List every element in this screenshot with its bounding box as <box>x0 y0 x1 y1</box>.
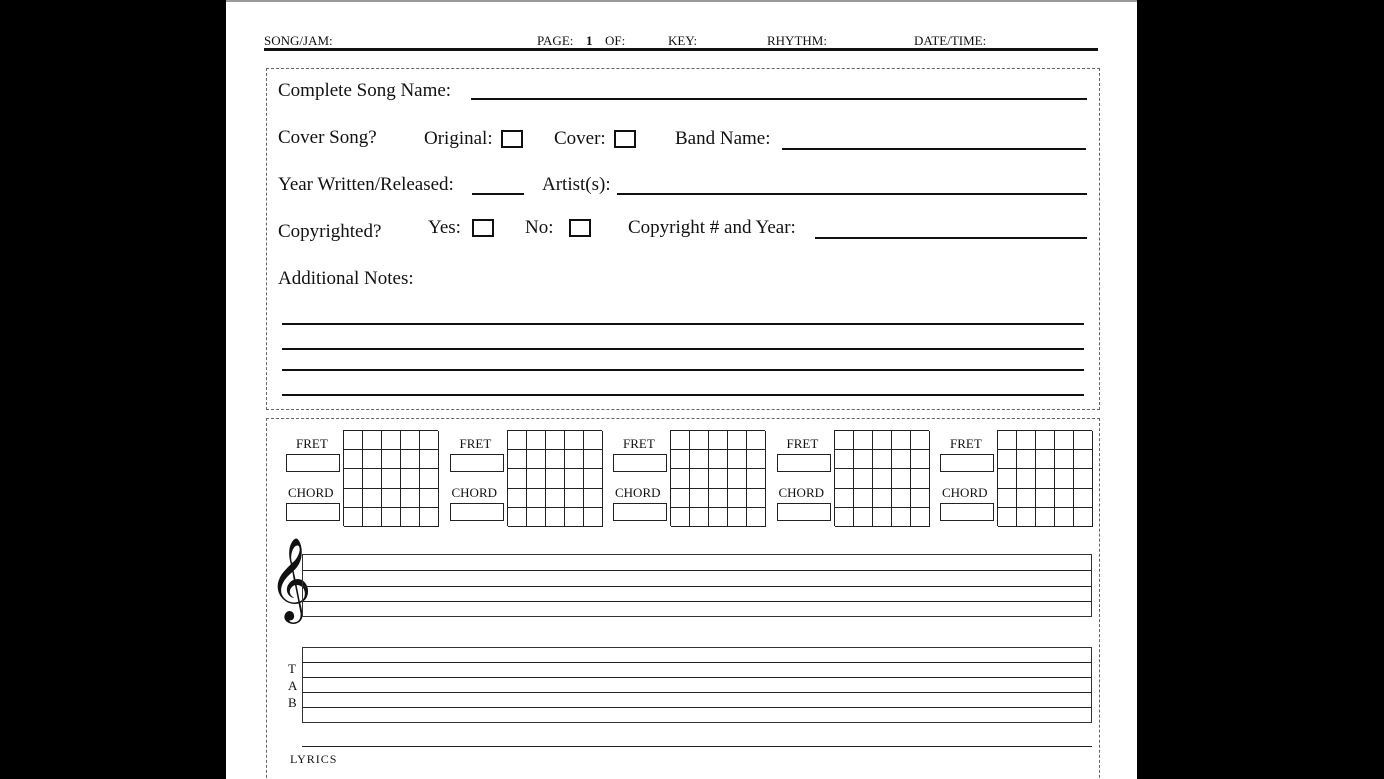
chord-grid-cell[interactable] <box>401 508 420 527</box>
notes-line[interactable] <box>282 369 1084 371</box>
chord-diagram-grid[interactable] <box>507 430 602 526</box>
chord-grid-cell[interactable] <box>420 469 439 488</box>
chord-grid-cell[interactable] <box>1036 508 1055 527</box>
tab-staff[interactable] <box>302 647 1092 723</box>
cover-song-label: Cover Song? <box>278 127 377 148</box>
chord-grid-cell[interactable] <box>911 508 930 527</box>
yes-label: Yes: <box>428 217 461 238</box>
chord-grid-cell[interactable] <box>584 431 603 450</box>
fret-label: FRET <box>786 436 819 451</box>
chord-grid-cell[interactable] <box>584 508 603 527</box>
chord-input[interactable] <box>613 503 667 521</box>
chord-diagram-grid[interactable] <box>997 430 1092 526</box>
tab-line <box>303 662 1091 663</box>
chord-grid-cell[interactable] <box>420 431 439 450</box>
original-label: Original: <box>424 128 493 149</box>
date-time-label: DATE/TIME: <box>914 33 987 48</box>
chord-input[interactable] <box>286 503 340 521</box>
chord-grid-cell[interactable] <box>892 469 911 488</box>
chord-grid-cell[interactable] <box>873 431 892 450</box>
additional-notes-label: Additional Notes: <box>278 268 414 289</box>
chord-grid-cell[interactable] <box>998 431 1017 450</box>
lyrics-line[interactable] <box>302 746 1092 747</box>
chord-grid-cell[interactable] <box>508 489 527 508</box>
rhythm-label: RHYTHM: <box>767 33 827 48</box>
chord-grid-cell[interactable] <box>382 508 401 527</box>
chord-grid-cell[interactable] <box>508 469 527 488</box>
chord-grid-cell[interactable] <box>1074 431 1093 450</box>
chord-grid-cell[interactable] <box>671 450 690 469</box>
chord-grid-cell[interactable] <box>565 489 584 508</box>
cover-label: Cover: <box>554 128 606 149</box>
chord-grid-cell[interactable] <box>420 508 439 527</box>
artist-label: Artist(s): <box>542 174 611 195</box>
chord-grid-cell[interactable] <box>363 508 382 527</box>
chord-grid-cell[interactable] <box>873 489 892 508</box>
chord-grid-cell[interactable] <box>1036 489 1055 508</box>
chord-grid-cell[interactable] <box>1055 450 1074 469</box>
chord-grid-cell[interactable] <box>892 431 911 450</box>
chord-grid-cell[interactable] <box>854 450 873 469</box>
chord-grid-cell[interactable] <box>747 431 766 450</box>
chord-grid-cell[interactable] <box>892 450 911 469</box>
chord-grid-cell[interactable] <box>835 508 854 527</box>
song-jam-label: SONG/JAM: <box>264 33 333 48</box>
fret-label: FRET <box>296 436 328 451</box>
notes-line[interactable] <box>282 348 1084 350</box>
chord-grid-cell[interactable] <box>854 489 873 508</box>
chord-diagram-grid[interactable] <box>343 430 438 526</box>
chord-grid-cell[interactable] <box>527 508 546 527</box>
chord-grid-cell[interactable] <box>363 489 382 508</box>
notes-line[interactable] <box>282 323 1084 325</box>
fret-input[interactable] <box>286 454 340 472</box>
chord-grid-cell[interactable] <box>344 431 363 450</box>
chord-grid-cell[interactable] <box>565 431 584 450</box>
chord-grid-cell[interactable] <box>344 489 363 508</box>
notes-line[interactable] <box>282 394 1084 396</box>
chord-grid-cell[interactable] <box>420 489 439 508</box>
original-checkbox[interactable] <box>501 130 523 148</box>
key-label: KEY: <box>668 33 698 48</box>
chord-grid-cell[interactable] <box>854 508 873 527</box>
chord-grid-cell[interactable] <box>728 431 747 450</box>
fret-input[interactable] <box>940 454 994 472</box>
chord-grid-cell[interactable] <box>728 469 747 488</box>
chord-grid-cell[interactable] <box>998 508 1017 527</box>
chord-label: CHORD <box>615 485 661 500</box>
chord-grid-cell[interactable] <box>527 450 546 469</box>
chord-grid-cell[interactable] <box>1017 489 1036 508</box>
chord-grid-cell[interactable] <box>527 431 546 450</box>
chord-grid-cell[interactable] <box>709 469 728 488</box>
song-name-field[interactable] <box>471 98 1087 100</box>
chord-grid-cell[interactable] <box>709 450 728 469</box>
chord-grid-cell[interactable] <box>728 450 747 469</box>
chord-grid-cell[interactable] <box>546 431 565 450</box>
chord-grid-cell[interactable] <box>873 450 892 469</box>
chord-grid-cell[interactable] <box>1074 469 1093 488</box>
chord-grid-cell[interactable] <box>671 469 690 488</box>
chord-grid-cell[interactable] <box>363 431 382 450</box>
yes-checkbox[interactable] <box>472 219 494 237</box>
chord-grid-cell[interactable] <box>508 508 527 527</box>
lyrics-label: LYRICS <box>290 752 338 766</box>
chord-grid-cell[interactable] <box>835 431 854 450</box>
chord-grid-cell[interactable] <box>709 431 728 450</box>
no-label: No: <box>525 217 554 238</box>
chord-grid-cell[interactable] <box>1017 450 1036 469</box>
chord-grid-cell[interactable] <box>835 469 854 488</box>
chord-grid-cell[interactable] <box>546 489 565 508</box>
chord-label: CHORD <box>288 485 334 500</box>
tab-letter-b: B <box>288 695 297 710</box>
chord-grid-cell[interactable] <box>671 508 690 527</box>
treble-clef-icon: 𝄞 <box>269 536 312 620</box>
fret-label: FRET <box>459 436 492 451</box>
chord-grid-cell[interactable] <box>401 469 420 488</box>
chord-grid-cell[interactable] <box>998 469 1017 488</box>
chord-diagram-grid[interactable] <box>834 430 929 526</box>
chord-grid-cell[interactable] <box>527 469 546 488</box>
copyright-year-field[interactable] <box>815 237 1087 239</box>
chord-grid-cell[interactable] <box>344 508 363 527</box>
year-label: Year Written/Released: <box>278 174 454 195</box>
chord-grid-cell[interactable] <box>911 450 930 469</box>
chord-grid-cell[interactable] <box>565 469 584 488</box>
fret-input[interactable] <box>613 454 667 472</box>
staff-line <box>303 586 1091 587</box>
chord-grid-cell[interactable] <box>1017 508 1036 527</box>
chord-grid-cell[interactable] <box>998 450 1017 469</box>
chord-grid-cell[interactable] <box>1017 431 1036 450</box>
no-checkbox[interactable] <box>569 219 591 237</box>
chord-grid-cell[interactable] <box>1055 508 1074 527</box>
tab-line <box>303 692 1091 693</box>
chord-grid-cell[interactable] <box>854 431 873 450</box>
chord-grid-cell[interactable] <box>1055 469 1074 488</box>
chord-grid-cell[interactable] <box>709 489 728 508</box>
copyright-year-label: Copyright # and Year: <box>628 217 796 238</box>
chord-grid-cell[interactable] <box>892 489 911 508</box>
chord-grid-cell[interactable] <box>747 508 766 527</box>
chord-grid-cell[interactable] <box>401 489 420 508</box>
chord-grid-cell[interactable] <box>690 450 709 469</box>
page-label: PAGE: <box>537 33 574 48</box>
chord-input[interactable] <box>450 503 504 521</box>
chord-grid-cell[interactable] <box>747 450 766 469</box>
chord-grid-cell[interactable] <box>854 469 873 488</box>
chord-grid-cell[interactable] <box>835 450 854 469</box>
chord-grid-cell[interactable] <box>382 431 401 450</box>
band-name-label: Band Name: <box>675 128 771 149</box>
copyrighted-label: Copyrighted? <box>278 221 382 242</box>
chord-grid-cell[interactable] <box>728 489 747 508</box>
chord-grid-cell[interactable] <box>892 508 911 527</box>
chord-grid-cell[interactable] <box>873 469 892 488</box>
chord-grid-cell[interactable] <box>344 450 363 469</box>
header-rule <box>264 48 1098 51</box>
song-sheet-page <box>226 0 1137 779</box>
chord-grid-cell[interactable] <box>546 469 565 488</box>
chord-grid-cell[interactable] <box>690 431 709 450</box>
chord-grid-cell[interactable] <box>911 431 930 450</box>
page-number: 1 <box>586 33 593 48</box>
cover-checkbox[interactable] <box>614 130 636 148</box>
chord-grid-cell[interactable] <box>1055 431 1074 450</box>
chord-grid-cell[interactable] <box>911 469 930 488</box>
music-staff[interactable] <box>302 554 1092 617</box>
chord-label: CHORD <box>942 485 988 500</box>
tab-letter-a: A <box>288 678 298 693</box>
chord-grid-cell[interactable] <box>728 508 747 527</box>
artist-field[interactable] <box>617 193 1087 195</box>
chord-grid-cell[interactable] <box>363 469 382 488</box>
chord-input[interactable] <box>940 503 994 521</box>
song-info-box <box>266 68 1100 410</box>
chord-grid-cell[interactable] <box>671 431 690 450</box>
chord-grid-cell[interactable] <box>382 450 401 469</box>
chord-grid-cell[interactable] <box>1055 489 1074 508</box>
chord-grid-cell[interactable] <box>527 489 546 508</box>
chord-label: CHORD <box>451 485 498 500</box>
chord-grid-cell[interactable] <box>873 508 892 527</box>
chord-grid-cell[interactable] <box>1074 508 1093 527</box>
chord-grid-cell[interactable] <box>835 489 854 508</box>
chord-grid-cell[interactable] <box>747 489 766 508</box>
chord-grid-cell[interactable] <box>382 469 401 488</box>
year-field[interactable] <box>472 193 524 195</box>
chord-grid-cell[interactable] <box>671 489 690 508</box>
tab-letter-t: T <box>288 661 296 676</box>
chord-label: CHORD <box>778 485 825 500</box>
song-name-label: Complete Song Name: <box>278 80 452 101</box>
chord-grid-cell[interactable] <box>508 450 527 469</box>
fret-label: FRET <box>950 436 982 451</box>
fret-label: FRET <box>623 436 655 451</box>
chord-grid-cell[interactable] <box>382 489 401 508</box>
chord-grid-cell[interactable] <box>584 450 603 469</box>
chord-grid-cell[interactable] <box>747 469 766 488</box>
chord-grid-cell[interactable] <box>690 508 709 527</box>
chord-grid-cell[interactable] <box>546 450 565 469</box>
chord-diagram-grid[interactable] <box>670 430 765 526</box>
chord-grid-cell[interactable] <box>584 489 603 508</box>
chord-grid-cell[interactable] <box>546 508 565 527</box>
page-of-label: OF: <box>605 33 626 48</box>
chord-grid-cell[interactable] <box>420 450 439 469</box>
chord-grid-cell[interactable] <box>565 450 584 469</box>
tab-line <box>303 707 1091 708</box>
tab-line <box>303 677 1091 678</box>
chord-grid-cell[interactable] <box>911 489 930 508</box>
chord-grid-cell[interactable] <box>344 469 363 488</box>
chord-grid-cell[interactable] <box>584 469 603 488</box>
band-name-field[interactable] <box>782 148 1086 150</box>
fret-input[interactable] <box>450 454 504 472</box>
chord-input[interactable] <box>777 503 831 521</box>
chord-grid-cell[interactable] <box>1036 431 1055 450</box>
chord-grid-cell[interactable] <box>709 508 728 527</box>
staff-line <box>303 570 1091 571</box>
chord-grid-cell[interactable] <box>690 469 709 488</box>
chord-grid-cell[interactable] <box>401 431 420 450</box>
chord-grid-cell[interactable] <box>690 489 709 508</box>
chord-grid-cell[interactable] <box>401 450 420 469</box>
chord-grid-cell[interactable] <box>998 489 1017 508</box>
fret-input[interactable] <box>777 454 831 472</box>
chord-grid-cell[interactable] <box>1036 450 1055 469</box>
chord-grid-cell[interactable] <box>1074 450 1093 469</box>
chord-grid-cell[interactable] <box>508 431 527 450</box>
chord-grid-cell[interactable] <box>1074 489 1093 508</box>
chord-grid-cell[interactable] <box>363 450 382 469</box>
chord-grid-cell[interactable] <box>1036 469 1055 488</box>
chord-grid-cell[interactable] <box>1017 469 1036 488</box>
chord-grid-cell[interactable] <box>565 508 584 527</box>
staff-line <box>303 601 1091 602</box>
